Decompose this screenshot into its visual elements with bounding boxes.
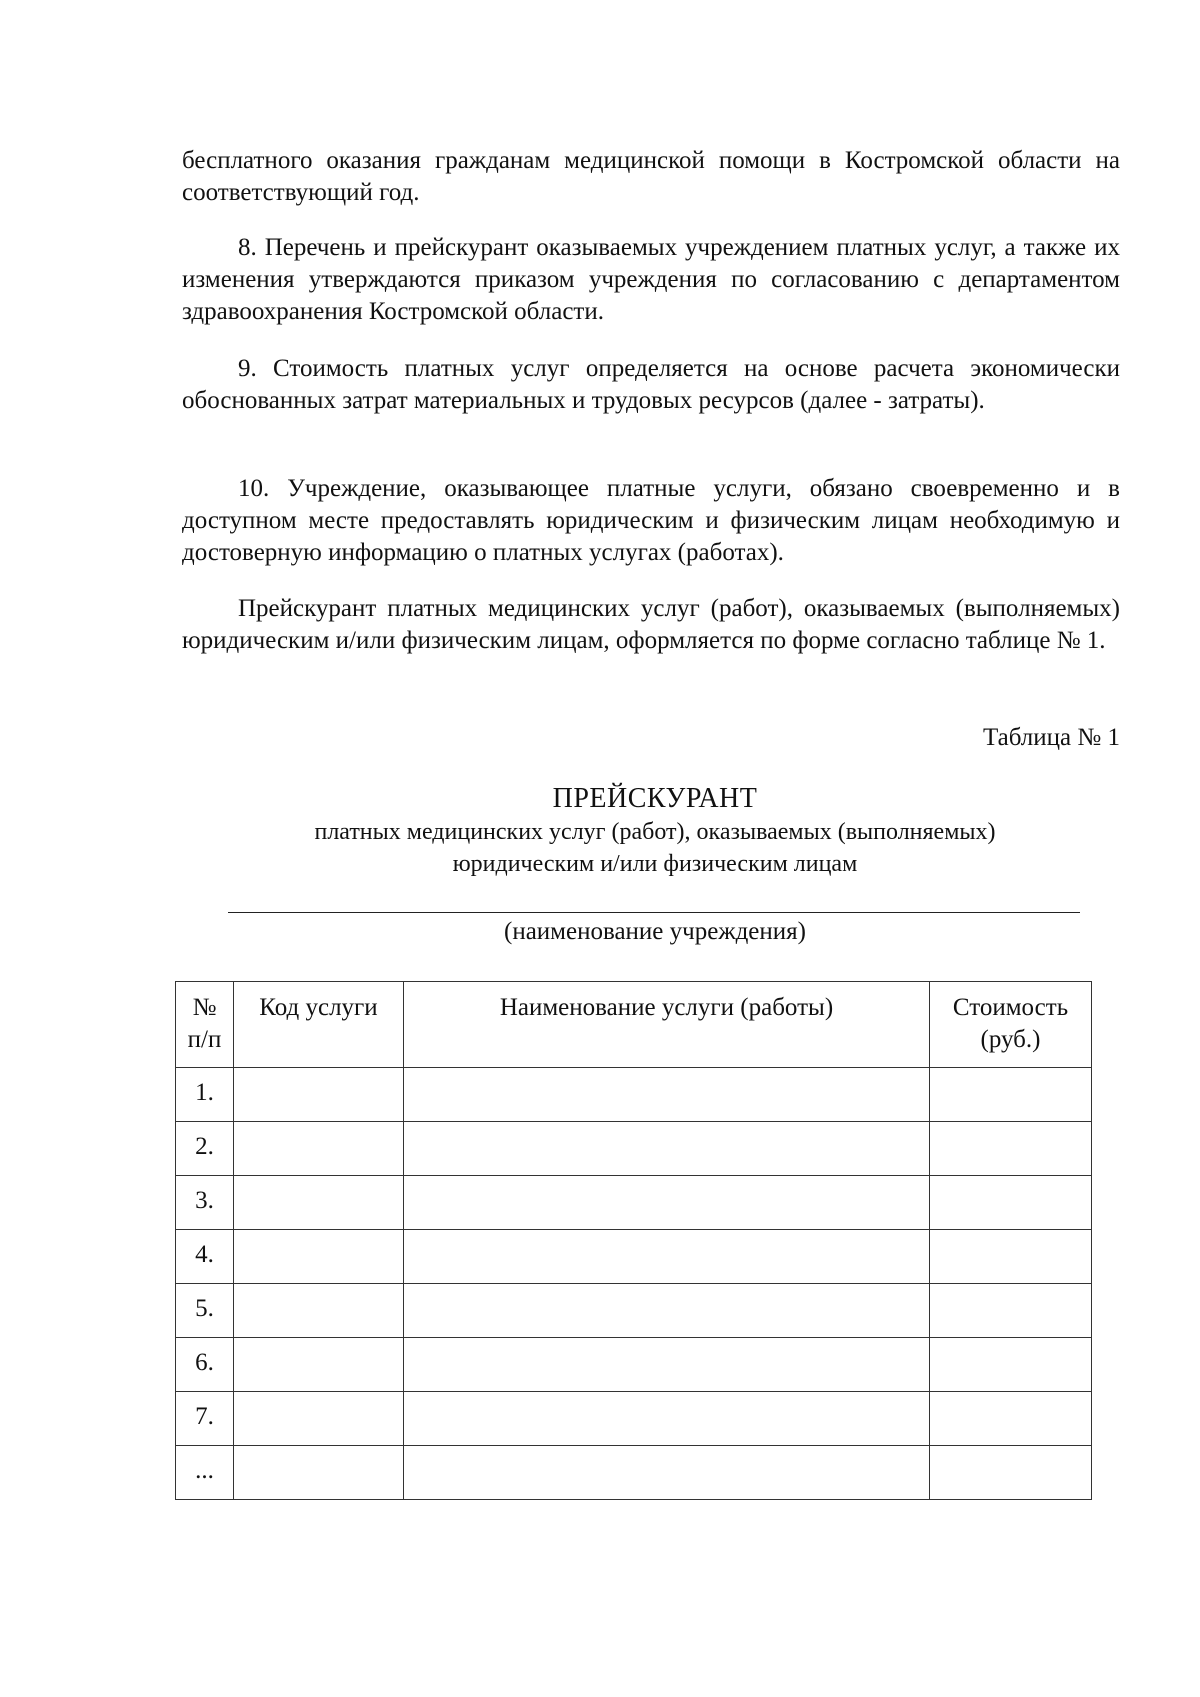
price-list-table: [175, 981, 1092, 1500]
price-list-title: ПРЕЙСКУРАНТ: [552, 783, 758, 814]
institution-name-caption: (наименование учреждения): [504, 918, 806, 945]
paragraph-8: 8. Перечень и прейскурант оказываемых учреждением платных услуг, а также их изменения утверждаются приказом учреждения по согласованию с департаментом здравоохранения Костромской области.: [182, 234, 1120, 325]
cell-service-name: [404, 1446, 930, 1500]
cell-service-name: [404, 1284, 930, 1338]
cell-service-code: [234, 1392, 404, 1446]
cell-service-name: [404, 1338, 930, 1392]
paragraph-price-list-form: Прейскурант платных медицинских услуг (работ), оказываемых (выполняемых) юридическим и/или физическим лицам, оформляется по форме согласно таблице № 1.: [182, 595, 1120, 654]
table-row: [176, 1446, 1092, 1500]
cell-cost: [930, 1122, 1092, 1176]
paragraph-10: 10. Учреждение, оказывающее платные услуги, обязано своевременно и в доступном месте предоставлять юридическим и физическим лицам необходимую и достоверную информацию о платных услугах (работах).: [182, 475, 1120, 566]
paragraph-continuation: бесплатного оказания гражданам медицинской помощи в Костромской области на соответствующий год.: [182, 147, 1120, 206]
cell-service-code: [234, 1230, 404, 1284]
table-label: Таблица № 1: [982, 724, 1120, 751]
cell-cost: [930, 1068, 1092, 1122]
cell-number: 1.: [176, 1068, 234, 1122]
cell-cost: [930, 1284, 1092, 1338]
header-number: [176, 982, 234, 1068]
table-header-row: [176, 982, 1092, 1068]
cell-number: 5.: [176, 1284, 234, 1338]
cell-cost: [930, 1392, 1092, 1446]
cell-number: 7.: [176, 1392, 234, 1446]
cell-service-code: [234, 1338, 404, 1392]
table-row: [176, 1122, 1092, 1176]
table-body: [176, 1068, 1092, 1500]
institution-name-line: [228, 912, 1080, 913]
cell-number: 4.: [176, 1230, 234, 1284]
header-number-line-1: №: [192, 994, 217, 1021]
header-cost-line-2: (руб.): [980, 1026, 1041, 1053]
cell-number: 6.: [176, 1338, 234, 1392]
cell-service-name: [404, 1122, 930, 1176]
header-number-line-2: п/п: [187, 1026, 222, 1053]
cell-number: ...: [176, 1446, 234, 1500]
price-list-subtitle-line-2: юридическим и/или физическим лицам: [452, 851, 858, 877]
cell-service-name: [404, 1230, 930, 1284]
table-row: [176, 1392, 1092, 1446]
cell-service-code: [234, 1068, 404, 1122]
cell-number: 2.: [176, 1122, 234, 1176]
table-row: [176, 1230, 1092, 1284]
cell-service-name: [404, 1176, 930, 1230]
header-cost: [930, 982, 1092, 1068]
cell-service-code: [234, 1176, 404, 1230]
header-service-code: Код услуги: [234, 982, 404, 1068]
price-list-subtitle-line-1: платных медицинских услуг (работ), оказываемых (выполняемых): [314, 819, 996, 845]
cell-service-name: [404, 1068, 930, 1122]
cell-cost: [930, 1176, 1092, 1230]
table-row: [176, 1284, 1092, 1338]
table-row: [176, 1068, 1092, 1122]
cell-service-code: [234, 1284, 404, 1338]
cell-cost: [930, 1338, 1092, 1392]
table-row: [176, 1176, 1092, 1230]
header-service-name: Наименование услуги (работы): [404, 982, 930, 1068]
cell-number: 3.: [176, 1176, 234, 1230]
cell-cost: [930, 1446, 1092, 1500]
cell-service-name: [404, 1392, 930, 1446]
cell-service-code: [234, 1122, 404, 1176]
price-list-subtitle: [0, 816, 1200, 880]
table-row: [176, 1338, 1092, 1392]
cell-cost: [930, 1230, 1092, 1284]
paragraph-9: 9. Стоимость платных услуг определяется на основе расчета экономически обоснованных затрат материальных и трудовых ресурсов (далее - затраты).: [182, 355, 1120, 414]
header-cost-line-1: Стоимость: [952, 994, 1069, 1021]
cell-service-code: [234, 1446, 404, 1500]
